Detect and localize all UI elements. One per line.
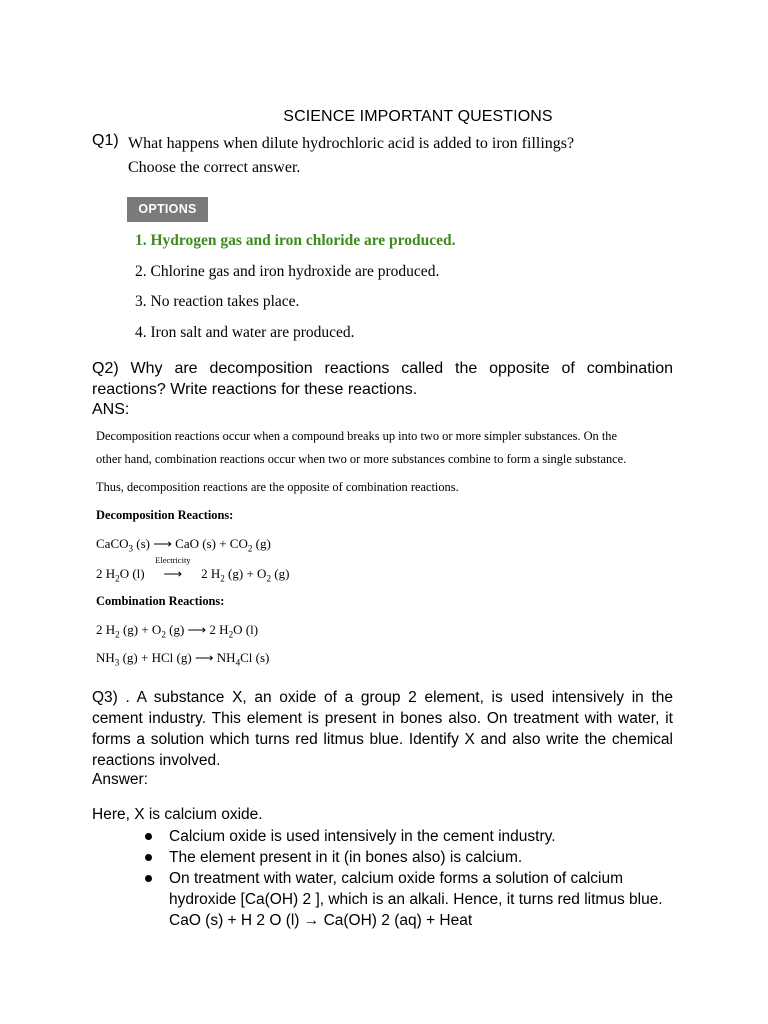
combination-equation-1: 2 $H_2$ $(g) + O_2$ (g) ⟶ 2 $H_2O$ (l) (96, 622, 259, 640)
decomposition-equation-2: 2 $H_2O$ (l) Electricity ⟶ 2 $H_2$ $(g) + O_2$ (g) (96, 555, 290, 584)
decomposition-equation-1: CaCO$_3$ (s) ⟶ CaO $(s) + CO_2$ (g) (96, 536, 271, 554)
q1-question-line2: Choose the correct answer. (128, 159, 301, 176)
options-badge: OPTIONS (127, 197, 208, 222)
q3-question: Q3) . A substance X, an oxide of a group 2 element, is used intensively in the cement industry. This element is present in bones also. On treatment with water, it forms a solution which turns red litmus blue. Identify X and also write the chemical reactions involved. (92, 689, 673, 769)
q1-question-line1: What happens when dilute hydrochloric acid is added to iron fillings? (128, 135, 575, 152)
q2-ans-label: ANS: (92, 401, 130, 418)
q1-options-list (135, 230, 456, 352)
bullet-text: The element present in it (in bones also) is calcium. (169, 849, 523, 866)
explanation-line: Thus, decomposition reactions are the opposite of combination reactions. (96, 480, 459, 494)
q1-option-correct: 1. Hydrogen gas and iron chloride are produced. (135, 232, 456, 249)
bullet-dot (145, 875, 152, 882)
combination-equation-2: $NH_3$ (g) + HCl (g) ⟶ $NH_4Cl$ (s) (96, 650, 270, 668)
q2-question: Q2) Why are decomposition reactions called the opposite of combination reactions? Write reactions for these reactions. (92, 360, 673, 398)
bullet-item (145, 868, 685, 931)
decomposition-heading: Decomposition Reactions: (96, 508, 234, 522)
explanation-line: Decomposition reactions occur when a compound breaks up into two or more simpler substances. On the (96, 429, 617, 443)
bullet-item (145, 826, 665, 847)
q1-option: 3. No reaction takes place. (135, 293, 300, 310)
q3-answer-text: Here, X is calcium oxide. (92, 806, 263, 823)
bullet-dot (145, 833, 152, 840)
q3-bullet-list (145, 826, 685, 931)
bullet-text: Calcium oxide is used intensively in the cement industry. (169, 828, 556, 845)
q1-question (128, 132, 574, 180)
reaction-arrow: Electricity ⟶ (148, 566, 198, 582)
combination-heading: Combination Reactions: (96, 594, 225, 608)
page-title: SCIENCE IMPORTANT QUESTIONS (283, 108, 553, 125)
bullet-item (145, 847, 665, 868)
bullet-dot (145, 854, 152, 861)
q3-answer-label: Answer: (92, 771, 148, 788)
q1-label: Q1) (92, 132, 119, 149)
explanation-line: other hand, combination reactions occur when two or more substances combine to form a single substance. (96, 452, 627, 466)
bullet-text: On treatment with water, calcium oxide forms a solution of calcium hydroxide [Ca(OH) 2 ], which is an alkali. Hence, it turns red litmus blue. CaO (s) + H 2 O (l) → Ca(OH) 2 (aq) + Heat (169, 870, 685, 929)
q1-option: 2. Chlorine gas and iron hydroxide are produced. (135, 262, 440, 280)
q1-option: 4. Iron salt and water are produced. (135, 323, 355, 341)
arrow-label: Electricity (155, 555, 191, 565)
